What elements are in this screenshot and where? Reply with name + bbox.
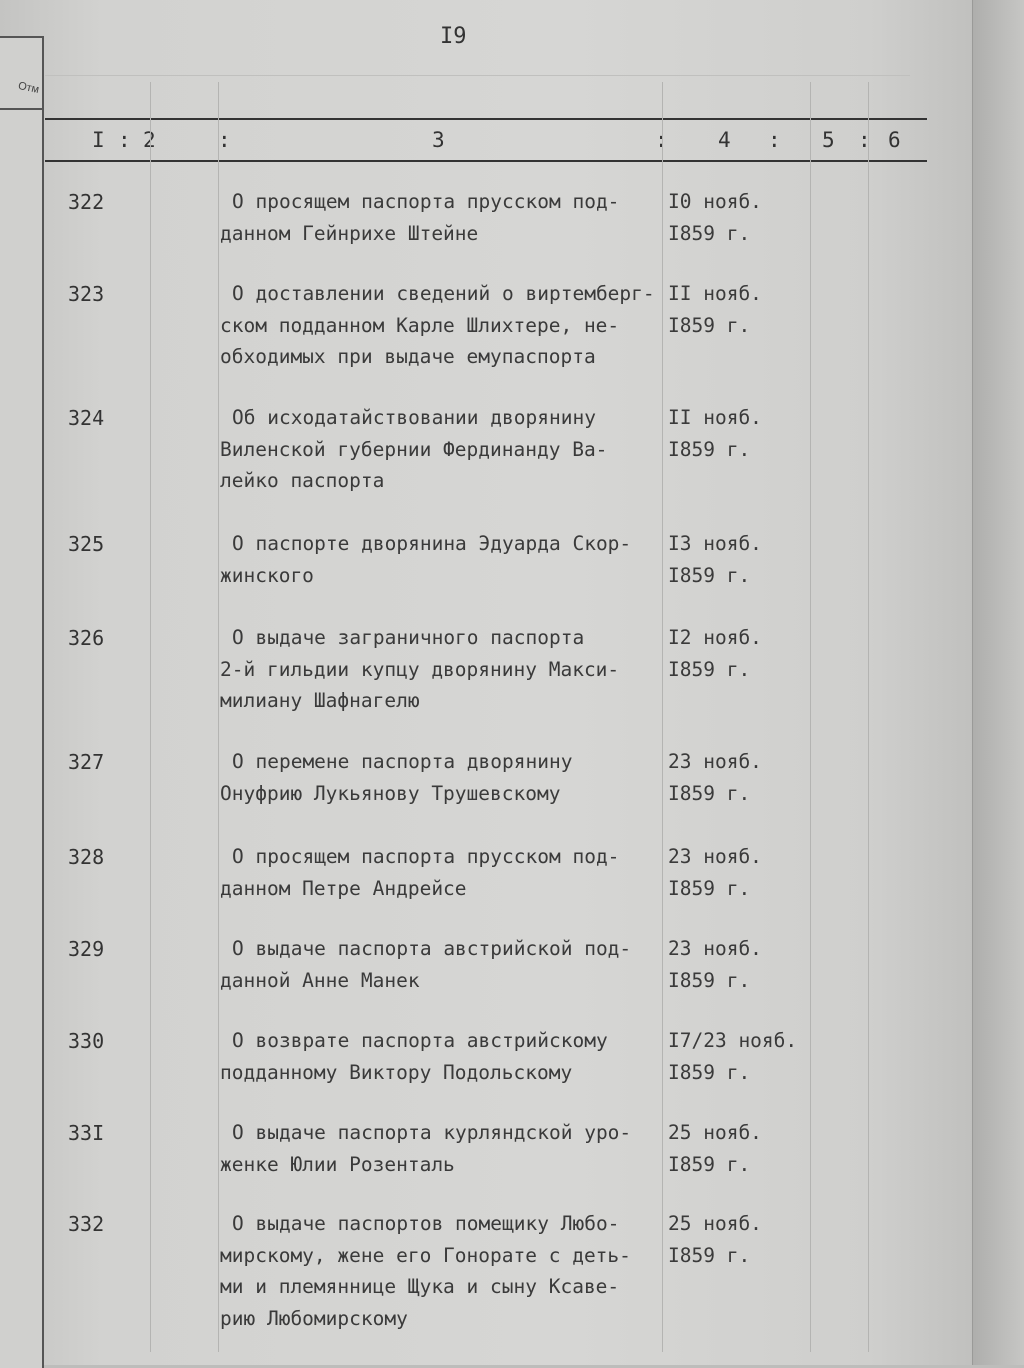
entry-date: I859 г. bbox=[668, 313, 751, 337]
entry-date: I859 г. bbox=[668, 781, 751, 805]
entry-title-line: ском подданном Карле Шлихтере, не- bbox=[220, 313, 620, 337]
col-num: 6 bbox=[888, 128, 901, 152]
entry-date: I0 нояб. bbox=[668, 190, 762, 213]
col-sep: : bbox=[118, 128, 131, 152]
entry-title-line: О просящем паспорта прусском под- bbox=[232, 190, 620, 213]
entry-date: I859 г. bbox=[668, 968, 751, 992]
entry-number: 33I bbox=[68, 1121, 105, 1145]
entry-number: 323 bbox=[68, 282, 105, 306]
entry-title-line: данной Анне Манек bbox=[220, 968, 420, 992]
entry-date: I859 г. bbox=[668, 221, 751, 245]
col-num: 2 bbox=[143, 128, 156, 152]
entry-date: I859 г. bbox=[668, 563, 751, 587]
entry-date: 25 нояб. bbox=[668, 1121, 762, 1144]
entry-date: 23 нояб. bbox=[668, 937, 762, 960]
entry-title-line: Виленской губернии Фердинанду Ва- bbox=[220, 437, 608, 461]
entry-title-line: Онуфрию Лукьянову Трушевскому bbox=[220, 781, 561, 805]
entry-title-line: О просящем паспорта прусском под- bbox=[232, 845, 620, 868]
entry-number: 324 bbox=[68, 406, 105, 430]
entry-date: I3 нояб. bbox=[668, 532, 762, 555]
entry-number: 329 bbox=[68, 937, 105, 961]
entry-title-line: женке Юлии Розенталь bbox=[220, 1152, 455, 1176]
header-rule-top bbox=[45, 118, 927, 120]
entry-title-line: данном Гейнрихе Штейне bbox=[220, 221, 479, 245]
entry-title-line: О перемене паспорта дворянину bbox=[232, 750, 573, 773]
entry-title-line: подданному Виктору Подольскому bbox=[220, 1060, 573, 1084]
right-page-edge bbox=[972, 0, 1024, 1365]
faint-bleedthrough-header bbox=[45, 75, 910, 118]
entry-title-line: О выдаче паспортов помещику Любо- bbox=[232, 1212, 620, 1235]
entry-date: II нояб. bbox=[668, 406, 762, 429]
col-sep: : bbox=[858, 128, 871, 152]
entry-title-line: О доставлении сведений о виртемберг- bbox=[232, 282, 655, 305]
entry-title-line: 2-й гильдии купцу дворянину Макси- bbox=[220, 657, 620, 681]
entry-title-line: О паспорте дворянина Эдуарда Скор- bbox=[232, 532, 632, 555]
col-num: 5 bbox=[822, 128, 835, 152]
entry-title-line: О выдаче паспорта австрийской под- bbox=[232, 937, 632, 960]
column-divider bbox=[150, 82, 151, 1352]
column-divider bbox=[218, 82, 219, 1352]
entry-number: 332 bbox=[68, 1212, 105, 1236]
entry-number: 325 bbox=[68, 532, 105, 556]
entry-date: I2 нояб. bbox=[668, 626, 762, 649]
column-divider bbox=[868, 82, 869, 1352]
entry-number: 330 bbox=[68, 1029, 105, 1053]
col-num: I bbox=[92, 128, 105, 152]
entry-date: I859 г. bbox=[668, 876, 751, 900]
left-sheet-label: Отм bbox=[16, 79, 41, 97]
entry-title-line: лейко паспорта bbox=[220, 469, 385, 492]
entry-title-line: О возврате паспорта австрийскому bbox=[232, 1029, 608, 1052]
column-divider bbox=[662, 82, 663, 1352]
entry-date: I7/23 нояб. bbox=[668, 1029, 798, 1052]
entry-title-line: рию Любомирскому bbox=[220, 1306, 408, 1330]
entry-date: 23 нояб. bbox=[668, 845, 762, 868]
entry-title-line: Об исходатайствовании дворянину bbox=[232, 406, 596, 429]
column-divider bbox=[810, 82, 811, 1352]
page-number: I9 bbox=[440, 24, 467, 49]
entry-date: 25 нояб. bbox=[668, 1212, 762, 1235]
entry-number: 322 bbox=[68, 190, 105, 214]
entry-title-line: милиану Шафнагелю bbox=[220, 689, 420, 712]
entry-date: I859 г. bbox=[668, 1152, 751, 1176]
entry-date: I859 г. bbox=[668, 1243, 751, 1267]
entry-number: 326 bbox=[68, 626, 105, 650]
left-sheet-edge bbox=[0, 36, 44, 1368]
entry-date: I859 г. bbox=[668, 1060, 751, 1084]
col-sep: : bbox=[218, 128, 231, 152]
col-num: 3 bbox=[432, 128, 445, 152]
entry-date: 23 нояб. bbox=[668, 750, 762, 773]
entry-title-line: обходимых при выдаче емупаспорта bbox=[220, 345, 596, 368]
left-sheet-line bbox=[0, 108, 42, 110]
col-num: 4 bbox=[718, 128, 731, 152]
entry-title-line: данном Петре Андрейсе bbox=[220, 876, 467, 900]
col-sep: : bbox=[655, 128, 668, 152]
entry-title-line: ми и племяннице Щука и сыну Ксаве- bbox=[220, 1275, 620, 1298]
entry-title-line: мирскому, жене его Гонорате с деть- bbox=[220, 1243, 631, 1267]
entry-title-line: О выдаче заграничного паспорта bbox=[232, 626, 585, 649]
entry-number: 328 bbox=[68, 845, 105, 869]
header-rule-bottom bbox=[45, 160, 927, 162]
entry-number: 327 bbox=[68, 750, 105, 774]
entry-title-line: О выдаче паспорта курляндской уро- bbox=[232, 1121, 632, 1144]
entry-date: II нояб. bbox=[668, 282, 762, 305]
col-sep: : bbox=[768, 128, 781, 152]
entry-title-line: жинского bbox=[220, 563, 314, 587]
entry-date: I859 г. bbox=[668, 437, 751, 461]
entry-date: I859 г. bbox=[668, 657, 751, 681]
